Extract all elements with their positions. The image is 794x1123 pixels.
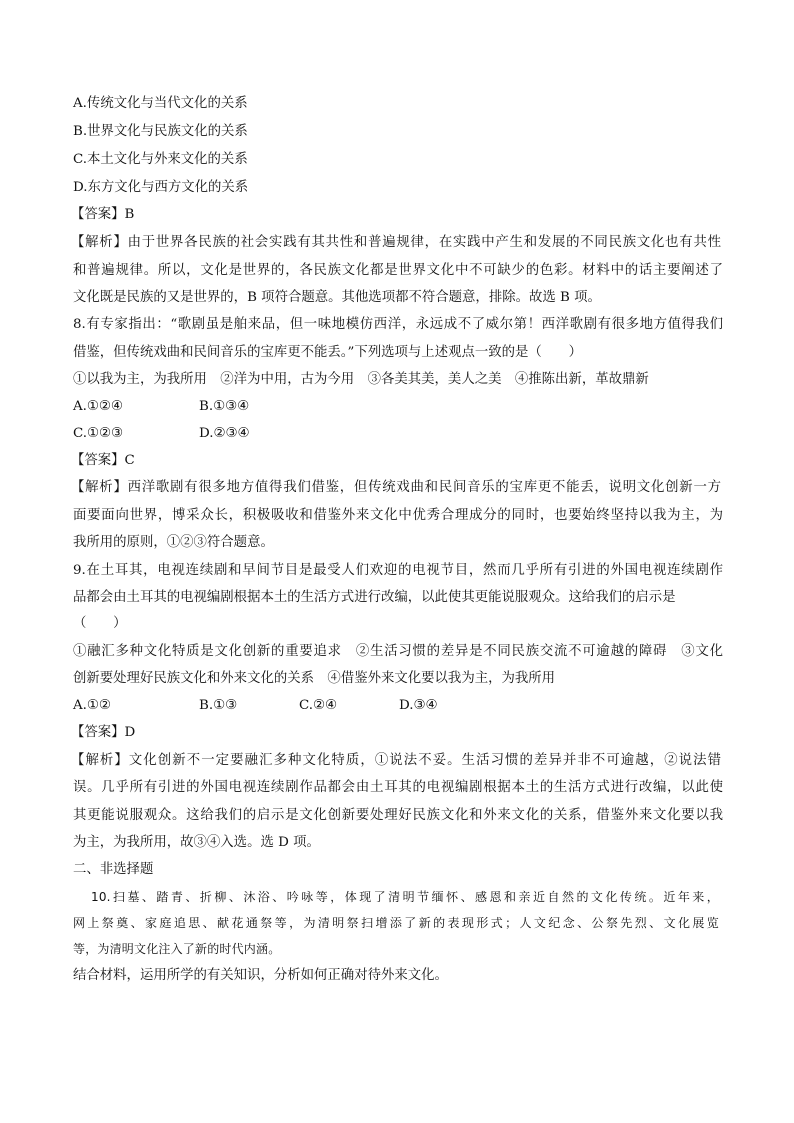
q10-material-line: 10.扫墓、踏青、折柳、沐浴、吟咏等，体现了清明节缅怀、感恩和亲近自然的文化传统。近年来， [91, 890, 719, 904]
q9-analysis-line: 误。几乎所有引进的外国电视连续剧作品都会由土耳其的电视编剧根据本土的生活方式进行改编，以此使 [73, 780, 723, 795]
q7-option-c: C.本土文化与外来文化的关系 [73, 152, 248, 167]
q9-analysis-line: 其更能说服观众。这给我们的启示是文化创新要处理好民族文化和外来文化的关系，借鉴外来文化要以我 [73, 808, 723, 823]
q8-stem-line: 8.有专家指出：“歌剧虽是舶来品，但一味地模仿西洋，永远成不了威尔第！西洋歌剧有很多地方值得我们 [73, 317, 723, 332]
q7-option-b: B.世界文化与民族文化的关系 [73, 124, 248, 139]
q8-analysis-line: 【解析】西洋歌剧有很多地方值得我们借鉴，但传统戏曲和民间音乐的宝库更不能丢，说明文化创新一方 [71, 480, 721, 495]
q9-option-c: C.②④ [299, 698, 338, 713]
q7-option-d: D.东方文化与西方文化的关系 [73, 180, 249, 195]
q8-analysis-line: 我所用的原则，①②③符合题意。 [73, 535, 274, 550]
q8-analysis-line: 面要面向世界，博采众长，积极吸收和借鉴外来文化中优秀合理成分的同时，也要始终坚持以我为主，为 [73, 508, 723, 523]
q10-material-line: 等，为清明文化注入了新的时代内涵。 [73, 942, 281, 956]
q9-stem-line: 9.在土耳其，电视连续剧和早间节目是最受人们欢迎的电视节目，然而几乎所有引进的外国电视连续剧作 [73, 563, 723, 578]
q8-answer: 【答案】C [71, 453, 135, 468]
q8-option-b: B.①③④ [199, 399, 250, 414]
q8-stem-line: 借鉴，但传统戏曲和民间音乐的宝库更不能丢。”下列选项与上述观点一致的是（ ） [73, 345, 582, 360]
q7-option-a: A.传统文化与当代文化的关系 [73, 96, 248, 111]
q7-analysis-line: 【解析】由于世界各民族的社会实践有其共性和普遍规律，在实践中产生和发展的不同民族文化也有共性 [71, 235, 721, 250]
q9-analysis-line: 【解析】文化创新不一定要融汇多种文化特质，①说法不妥。生活习惯的差异并非不可逾越，②说法错 [71, 753, 721, 768]
q10-material-line: 网上祭奠、家庭追思、献花通祭等，为清明祭扫增添了新的表现形式；人文纪念、公祭先烈、文化展览 [73, 916, 719, 930]
q7-analysis-line: 和普遍规律。所以，文化是世界的，各民族文化都是世界文化中不可缺少的色彩。材料中的话主要阐述了 [73, 263, 723, 278]
q7-answer: 【答案】B [71, 207, 135, 222]
q9-stem-line: 品都会由土耳其的电视编剧根据本土的生活方式进行改编，以此使其更能说服观众。这给我们的启示是 [73, 590, 676, 605]
section-heading: 二、非选择题 [73, 862, 154, 877]
q8-option-d: D.②③④ [199, 426, 250, 441]
q9-analysis-line: 为主，为我所用，故③④入选。选 D 项。 [73, 835, 320, 850]
q10-question: 结合材料，运用所学的有关知识，分析如何正确对待外来文化。 [73, 968, 448, 983]
q7-analysis-line: 文化既是民族的又是世界的，B 项符合题意。其他选项都不符合题意，排除。故选 B 项。 [73, 290, 601, 305]
q9-stem-line: （ ） [73, 616, 127, 631]
q8-option-c: C.①②③ [73, 426, 124, 441]
q8-items: ①以我为主，为我所用 ②洋为中用，古为今用 ③各美其美，美人之美 ④推陈出新，革故鼎新 [73, 372, 649, 387]
q8-option-a: A.①②④ [73, 399, 123, 414]
q9-answer: 【答案】D [71, 725, 136, 740]
q9-option-a: A.①② [73, 698, 111, 713]
q9-items-line: 创新要处理好民族文化和外来文化的关系 ④借鉴外来文化要以我为主，为我所用 [73, 671, 556, 686]
q9-option-d: D.③④ [399, 698, 438, 713]
q9-option-b: B.①③ [199, 698, 238, 713]
q9-items-line: ①融汇多种文化特质是文化创新的重要追求 ②生活习惯的差异是不同民族交流不可逾越的障碍 ③文化 [73, 644, 723, 659]
